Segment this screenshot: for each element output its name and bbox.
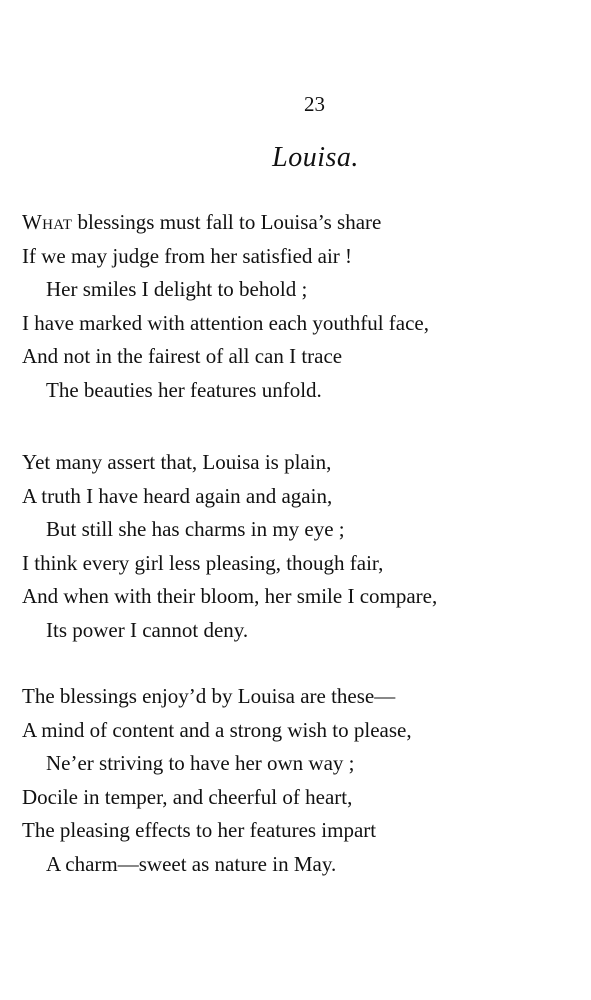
stanza-3 — [22, 680, 582, 882]
poem-line: Docile in temper, and cheerful of heart, — [22, 784, 353, 809]
poem-line — [22, 206, 582, 240]
poem-line: A truth I have heard again and again, — [22, 483, 333, 508]
poem-line: And when with their bloom, her smile I compare, — [22, 584, 438, 609]
poem-line: If we may judge from her satisfied air ! — [22, 243, 353, 268]
stanza-1 — [22, 206, 582, 408]
poem-line: I have marked with attention each youthful face, — [22, 310, 429, 335]
poem-line-indented: Ne’er striving to have her own way ; — [46, 751, 355, 776]
poem-line: And not in the fairest of all can I trace — [22, 344, 343, 369]
poem-line: The blessings enjoy’d by Louisa are these— — [22, 684, 396, 708]
page-number: 23 — [304, 92, 325, 116]
poem-line-indented: The beauties her features unfold. — [46, 377, 322, 402]
drop-word: What — [22, 210, 73, 234]
poem-line-indented: A charm—sweet as nature in May. — [46, 851, 337, 876]
poem-line-indented: Her smiles I delight to behold ; — [46, 277, 308, 302]
poem-title: Louisa. — [272, 142, 359, 173]
line-text: blessings must fall to Louisa’s share — [72, 210, 382, 234]
stanza-2 — [22, 446, 582, 648]
poem-line: A mind of content and a strong wish to please, — [22, 717, 412, 742]
poem-line: The pleasing effects to her features impart — [22, 818, 377, 843]
poem-line: Yet many assert that, Louisa is plain, — [22, 450, 332, 474]
poem-line: I think every girl less pleasing, though fair, — [22, 550, 384, 575]
poem-line-indented: But still she has charms in my eye ; — [46, 517, 345, 542]
poem-line-indented: Its power I cannot deny. — [46, 617, 249, 642]
